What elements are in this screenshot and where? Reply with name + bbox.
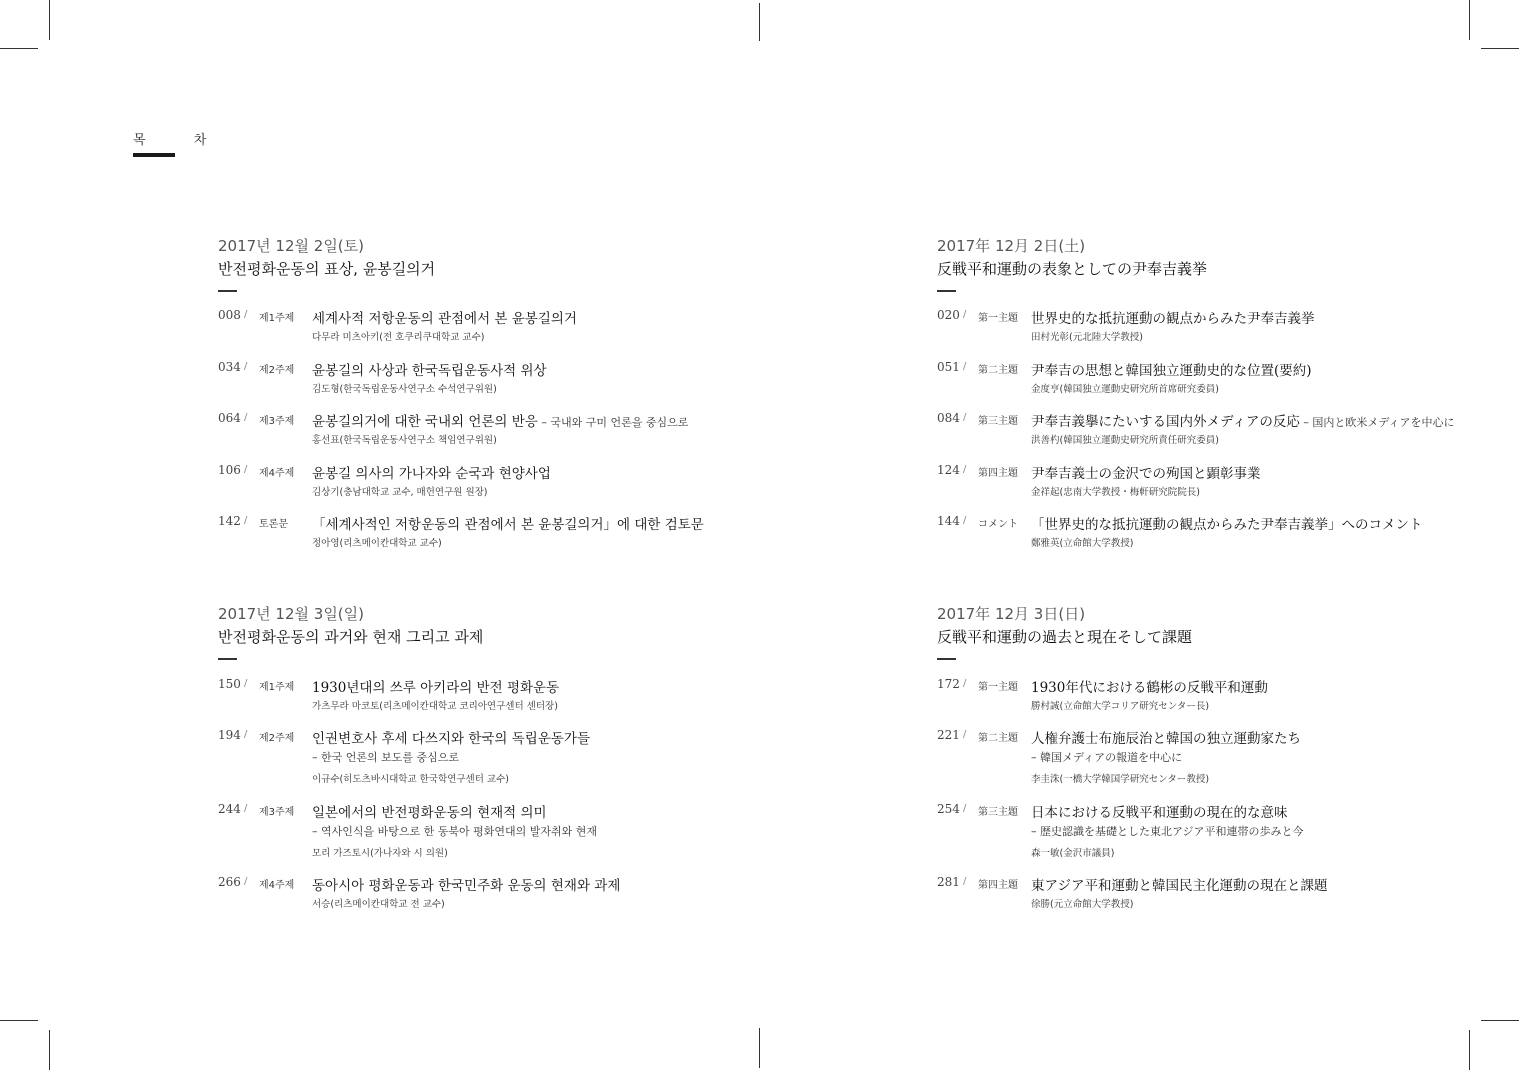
page-number: 144 <box>937 514 960 528</box>
entry-title: 1930年代における鶴彬の反戦平和運動 <box>1031 680 1268 696</box>
entry-category: 第三主題 <box>978 416 1018 427</box>
page-number: 194 <box>218 728 241 742</box>
section-title: 반전평화운동의 과거와 현재 그리고 과제 <box>218 628 484 646</box>
crop-mark <box>1481 48 1519 49</box>
entry-title: 人権弁護士布施辰治と韓国の独立運動家たち <box>1031 731 1301 747</box>
entry-category: 제4주제 <box>259 468 295 479</box>
crop-mark <box>0 48 38 49</box>
section-divider <box>937 658 956 660</box>
entry-category: 제2주제 <box>259 733 295 744</box>
entry-author: 李圭洙(一橋大学韓国学研究センター教授) <box>1031 774 1210 785</box>
separator: / <box>244 803 248 814</box>
entry-author: 徐勝(元立命館大学教授) <box>1031 899 1134 910</box>
separator: / <box>963 515 967 526</box>
entry-author: 김도형(한국독립운동사연구소 수석연구위원) <box>312 384 497 395</box>
entry-title: 일본에서의 반전평화운동의 현재적 의미 <box>312 805 547 821</box>
section-title: 反戦平和運動の表象としての尹奉吉義挙 <box>937 260 1208 278</box>
entry-title: 東アジア平和運動と韓国民主化運動の現在と課題 <box>1031 878 1328 894</box>
section-header <box>218 237 435 292</box>
section-title: 反戦平和運動の過去と現在そして課題 <box>937 628 1193 646</box>
separator: / <box>963 412 967 423</box>
separator: / <box>963 309 967 320</box>
page-number: 124 <box>937 463 960 477</box>
separator: / <box>963 729 967 740</box>
entry-category: 제1주제 <box>259 682 295 693</box>
entry-title: 世界史的な抵抗運動の観点からみた尹奉吉義挙 <box>1031 311 1315 327</box>
section-divider <box>937 290 956 292</box>
page-number: 064 <box>218 411 241 425</box>
separator: / <box>244 412 248 423</box>
entry-title: 인권변호사 후세 다쓰지와 한국의 독립운동가들 <box>312 731 590 747</box>
crop-mark <box>1469 0 1470 40</box>
entry-author: 森一敏(金沢市議員) <box>1031 848 1115 859</box>
crop-mark <box>0 1020 38 1021</box>
page-number: 244 <box>218 802 241 816</box>
entry-author: 勝村誠(立命館大学コリア研究センター長) <box>1031 701 1210 712</box>
entry-subtitle: – 歴史認識を基礎とした東北アジア平和連帯の歩みと今 <box>1031 825 1304 838</box>
entry-category: 제2주제 <box>259 365 295 376</box>
separator: / <box>244 464 248 475</box>
entry-author: 金祥起(忠南大学教授・梅軒研究院院長) <box>1031 487 1200 498</box>
section-date: 2017年 12月 2日(土) <box>937 237 1086 255</box>
entry-category: 제1주제 <box>259 313 295 324</box>
separator: / <box>244 309 248 320</box>
entry-author: 홍선표(한국독립운동사연구소 책임연구위원) <box>312 435 497 446</box>
page-number: 150 <box>218 677 241 691</box>
separator: / <box>244 361 248 372</box>
entry-author: 金度亨(韓国独立運動史研究所首席研究委員) <box>1031 384 1219 395</box>
entry-title: 尹奉吉義士の金沢での殉国と顕彰事業 <box>1031 466 1261 482</box>
section-header <box>218 605 483 660</box>
page-number: 051 <box>937 360 960 374</box>
crop-mark <box>759 1028 760 1068</box>
separator: / <box>963 678 967 689</box>
entry-category: 第三主題 <box>978 807 1018 818</box>
entry-category: コメント <box>978 519 1018 530</box>
entry-author: 모리 가즈토시(가나자와 시 의원) <box>312 848 448 859</box>
page-number: 172 <box>937 677 960 691</box>
entry-category: 제3주제 <box>259 416 295 427</box>
separator: / <box>963 803 967 814</box>
entry-category: 第二主題 <box>978 733 1018 744</box>
page-number: 084 <box>937 411 960 425</box>
entry-category: 第四主題 <box>978 468 1018 479</box>
section-divider <box>218 658 237 660</box>
page-number: 254 <box>937 802 960 816</box>
entry-title: 尹奉吉義擧にたいする国内外メディアの反応 – 国内と欧米メディアを中心に <box>1031 414 1455 430</box>
section-date: 2017年 12月 3日(日) <box>937 605 1086 623</box>
separator: / <box>244 515 248 526</box>
entry-title: 1930년대의 쓰루 아키라의 반전 평화운동 <box>312 680 560 696</box>
crop-mark <box>49 1030 50 1070</box>
crop-mark <box>49 0 50 40</box>
page-number: 008 <box>218 308 241 322</box>
section-date: 2017년 12월 3일(일) <box>218 605 365 623</box>
entry-category: 第二主題 <box>978 365 1018 376</box>
entry-subtitle: – 한국 언론의 보도를 중심으로 <box>312 751 459 764</box>
entry-category: 토론문 <box>259 519 288 530</box>
entry-title: 세계사적 저항운동의 관점에서 본 윤봉길의거 <box>312 311 577 327</box>
crop-mark <box>1481 1020 1519 1021</box>
crop-mark <box>759 3 760 41</box>
page-number: 142 <box>218 514 241 528</box>
entry-subtitle: – 韓国メディアの報道を中心に <box>1031 751 1183 764</box>
separator: / <box>963 464 967 475</box>
entry-category: 第一主題 <box>978 313 1018 324</box>
entry-author: 鄭雅英(立命館大学教授) <box>1031 538 1134 549</box>
entry-author: 정아영(리츠메이칸대학교 교수) <box>312 538 442 549</box>
separator: / <box>963 876 967 887</box>
entry-title: 동아시아 평화운동과 한국민주화 운동의 현재와 과제 <box>312 878 621 894</box>
section-header <box>937 605 1192 660</box>
entry-title: 윤봉길의거에 대한 국내외 언론의 반응 – 국내와 구미 언론을 중심으로 <box>312 414 689 430</box>
page-number: 020 <box>937 308 960 322</box>
separator: / <box>244 729 248 740</box>
entry-author: 김상기(충남대학교 교수, 매헌연구원 원장) <box>312 487 488 498</box>
entry-title: 尹奉吉の思想と韓国独立運動史的な位置(要約) <box>1031 363 1312 379</box>
crop-mark <box>1469 1030 1470 1070</box>
section-date: 2017년 12월 2일(토) <box>218 237 365 255</box>
page-number: 266 <box>218 875 241 889</box>
entry-title: 윤봉길의 사상과 한국독립운동사적 위상 <box>312 363 547 379</box>
entry-author: 다무라 미츠아키(전 호쿠리쿠대학교 교수) <box>312 332 485 343</box>
entry-category: 제3주제 <box>259 807 295 818</box>
separator: / <box>244 678 248 689</box>
separator: / <box>244 876 248 887</box>
entry-author: 洪善杓(韓国独立運動史研究所責任研究委員) <box>1031 435 1219 446</box>
entry-subtitle: – 역사인식을 바탕으로 한 동북아 평화연대의 발자취와 현재 <box>312 825 597 838</box>
entry-author: 田村光彰(元北陸大学教授) <box>1031 332 1143 343</box>
entry-category: 第一主題 <box>978 682 1018 693</box>
entry-title: 日本における反戦平和運動の現在的な意味 <box>1031 805 1288 821</box>
entry-title: 윤봉길 의사의 가나자와 순국과 현양사업 <box>312 466 551 482</box>
entry-author: 이규수(히도츠바시대학교 한국학연구센터 교수) <box>312 774 509 785</box>
page-number: 106 <box>218 463 241 477</box>
entry-author: 서승(리츠메이칸대학교 전 교수) <box>312 899 445 910</box>
section-divider <box>218 290 237 292</box>
page-number: 034 <box>218 360 241 374</box>
separator: / <box>963 361 967 372</box>
entry-category: 第四主題 <box>978 880 1018 891</box>
section-header <box>937 237 1207 292</box>
entry-title: 「世界史的な抵抗運動の観点からみた尹奉吉義挙」へのコメント <box>1031 517 1423 533</box>
page-number: 281 <box>937 875 960 889</box>
entry-title: 「세계사적인 저항운동의 관점에서 본 윤봉길의거」에 대한 검토문 <box>312 517 704 533</box>
entry-category: 제4주제 <box>259 880 295 891</box>
page-number: 221 <box>937 728 960 742</box>
section-title: 반전평화운동의 표상, 윤봉길의거 <box>218 260 436 278</box>
toc-heading-underline <box>133 153 175 157</box>
toc-heading: 목 차 <box>133 133 229 148</box>
entry-author: 가츠무라 마코토(리츠메이칸대학교 코리아연구센터 센터장) <box>312 701 558 712</box>
